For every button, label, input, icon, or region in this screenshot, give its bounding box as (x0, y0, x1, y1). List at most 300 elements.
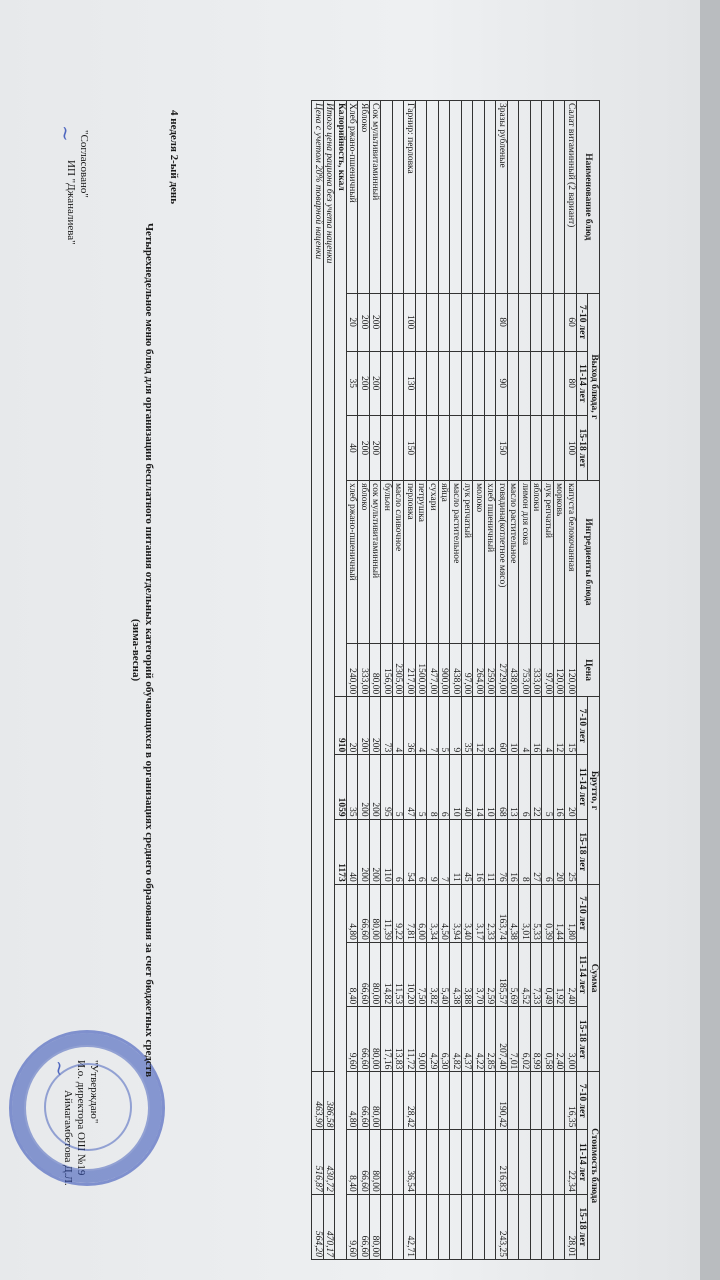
sum-value: 80,00 (370, 1007, 382, 1072)
yield-value (393, 351, 405, 415)
table-row (485, 101, 497, 1260)
price-value: 333,00 (531, 643, 543, 696)
gross-value: 7 (427, 697, 439, 755)
dish-name (473, 101, 485, 294)
gross-value: 12 (473, 697, 485, 755)
gross-value: 8 (519, 819, 531, 884)
gross-value: 5 (393, 755, 405, 819)
gross-value: 16 (473, 819, 485, 884)
total-value: 470,17 (324, 1194, 336, 1259)
yield-value (531, 351, 543, 415)
approved-label: "Утверждаю" (88, 1060, 100, 1124)
ingredient-name: сухари (427, 481, 439, 644)
agreed-block (64, 130, 90, 245)
table-row (427, 101, 439, 1260)
gross-value: 16 (531, 697, 543, 755)
table-row (473, 101, 485, 1260)
gross-value: 10 (508, 697, 520, 755)
gross-value: 16 (508, 819, 520, 884)
sum-value: 11,39 (381, 884, 393, 942)
yield-value (485, 415, 497, 480)
cost-value (508, 1194, 520, 1259)
sum-value: 3,88 (462, 942, 474, 1006)
age-header: 7-10 лет (577, 293, 589, 351)
table-row (393, 101, 405, 1260)
sum-value: 9,60 (347, 1007, 359, 1072)
yield-value (508, 415, 520, 480)
price-value: 97,00 (462, 643, 474, 696)
ingredient-name: лимон для сока (519, 481, 531, 644)
yield-value (531, 415, 543, 480)
cost-value: 28,42 (404, 1072, 416, 1130)
yield-value: 40 (347, 415, 359, 480)
yield-value (542, 293, 554, 351)
gross-value: 47 (404, 755, 416, 819)
age-header: 11-14 лет (577, 351, 589, 415)
price-value: 259,00 (485, 643, 497, 696)
cost-value (531, 1130, 543, 1194)
cost-value (439, 1194, 451, 1259)
cost-value (485, 1194, 497, 1259)
calories-value: 1059 (335, 755, 347, 819)
table-row (554, 101, 566, 1260)
table-row (508, 101, 520, 1260)
ingredient-name: масло сливочное (393, 481, 405, 644)
cost-value (393, 1130, 405, 1194)
sum-value: 4,38 (450, 942, 462, 1006)
sum-value: 9,00 (416, 1007, 428, 1072)
gross-value: 13 (508, 755, 520, 819)
cost-value (450, 1072, 462, 1130)
price-value: 477,00 (427, 643, 439, 696)
col-cost: Стоимость блюда (588, 1072, 600, 1260)
sum-value: 1,80 (565, 884, 577, 942)
gross-value: 36 (404, 697, 416, 755)
cost-value: 190,42 (496, 1072, 508, 1130)
gross-value: 4 (542, 697, 554, 755)
price-value: 438,00 (450, 643, 462, 696)
price-value: 1500,00 (416, 643, 428, 696)
sum-value: 0,58 (542, 1007, 554, 1072)
gross-value: 76 (496, 819, 508, 884)
ingredient-name: капуста белокочанная (565, 481, 577, 644)
yield-value: 80 (496, 293, 508, 351)
dish-name: Хлеб ржано-пшеничный (347, 101, 359, 294)
table-row (496, 101, 508, 1260)
sum-value: 66,60 (358, 884, 370, 942)
sum-value: 3,01 (519, 884, 531, 942)
yield-value (554, 415, 566, 480)
cost-value (393, 1072, 405, 1130)
title-text: Четырехнедельное меню блюд для организации бесплатного питания отдельных категорий обучающихся в организациях среднего образования за счет бюджетных средств (143, 222, 155, 1078)
price-value: 900,00 (439, 643, 451, 696)
cost-value: 9,60 (347, 1194, 359, 1259)
gross-value: 20 (347, 697, 359, 755)
sum-value: 9,22 (393, 884, 405, 942)
cost-value (439, 1072, 451, 1130)
ingredient-name: хлеб ржано-пшеничный (347, 481, 359, 644)
gross-value: 200 (370, 697, 382, 755)
gross-value: 4 (519, 697, 531, 755)
gross-value: 11 (485, 819, 497, 884)
dish-name: Зразы рубленые (496, 101, 508, 294)
total-value: 463,90 (312, 1072, 324, 1130)
dish-name (519, 101, 531, 294)
cost-value (519, 1072, 531, 1130)
price-value: 120,00 (554, 643, 566, 696)
sum-value: 14,82 (381, 942, 393, 1006)
gross-value: 35 (462, 697, 474, 755)
total-value: 516,87 (312, 1130, 324, 1194)
yield-value (485, 351, 497, 415)
sum-value: 10,20 (404, 942, 416, 1006)
cost-value (473, 1072, 485, 1130)
gross-value: 9 (450, 697, 462, 755)
yield-value: 20 (347, 293, 359, 351)
age-header: 15-18 лет (577, 415, 589, 480)
table-row (450, 101, 462, 1260)
cost-value (416, 1194, 428, 1259)
ingredient-name: петрушка (416, 481, 428, 644)
total-label: Цена с учетом 20% товарной наценки (312, 101, 324, 1072)
dish-name (393, 101, 405, 294)
agreed-label: "Согласовано" (78, 130, 90, 198)
ingredient-name: масло растительное (508, 481, 520, 644)
cost-value (450, 1194, 462, 1259)
dish-name (381, 101, 393, 294)
col-ingredients: Ингредиенты блюда (577, 481, 600, 644)
sum-value: 2,33 (485, 884, 497, 942)
gross-value: 22 (531, 755, 543, 819)
age-header: 11-14 лет (577, 942, 589, 1006)
gross-value: 200 (370, 819, 382, 884)
cost-value (462, 1130, 474, 1194)
sum-value: 207,40 (496, 1007, 508, 1072)
cost-value (439, 1130, 451, 1194)
dish-name (531, 101, 543, 294)
gross-value: 11 (450, 819, 462, 884)
yield-value (393, 415, 405, 480)
ingredient-name: сок мультивитаминный (370, 481, 382, 644)
sum-value: 11,72 (404, 1007, 416, 1072)
gross-value: 15 (565, 697, 577, 755)
table-row (381, 101, 393, 1260)
cost-value: 4,80 (347, 1072, 359, 1130)
yield-value (427, 351, 439, 415)
cost-value (542, 1072, 554, 1130)
sum-value: 3,70 (473, 942, 485, 1006)
yield-value: 100 (404, 293, 416, 351)
dish-name: Салат витаминный (2 вариант) (565, 101, 577, 294)
dish-name (508, 101, 520, 294)
cost-value (450, 1130, 462, 1194)
gross-value: 20 (565, 755, 577, 819)
yield-value (416, 293, 428, 351)
yield-value (542, 415, 554, 480)
cost-value (462, 1194, 474, 1259)
menu-body (347, 101, 577, 1260)
sum-value: 3,00 (565, 1007, 577, 1072)
dish-name (462, 101, 474, 294)
dish-name (450, 101, 462, 294)
gross-value: 5 (542, 755, 554, 819)
sum-value: 3,40 (462, 884, 474, 942)
gross-value: 68 (496, 755, 508, 819)
cost-value (416, 1072, 428, 1130)
table-row (565, 101, 577, 1260)
dish-name (416, 101, 428, 294)
cost-value (554, 1194, 566, 1259)
cost-value (542, 1194, 554, 1259)
total-value: 564,20 (312, 1194, 324, 1259)
price-value: 438,00 (508, 643, 520, 696)
calories-row (335, 101, 347, 1260)
calories-value: 910 (335, 697, 347, 755)
agreed-signature: ~ (54, 125, 78, 142)
cost-value (508, 1072, 520, 1130)
sum-value: 185,57 (496, 942, 508, 1006)
yield-value (554, 293, 566, 351)
sum-value: 80,00 (370, 884, 382, 942)
ingredient-name: яйца (439, 481, 451, 644)
yield-value (462, 415, 474, 480)
yield-value (416, 351, 428, 415)
agreed-org: ИП "Джаналиева" (65, 160, 77, 245)
approved-name: Аймагамбетова Д.Л. (62, 1090, 74, 1186)
yield-value (381, 351, 393, 415)
cost-value: 28,01 (565, 1194, 577, 1259)
ingredient-name: лук репчатый (462, 481, 474, 644)
sum-value: 7,01 (508, 1007, 520, 1072)
gross-value: 4 (416, 697, 428, 755)
yield-value: 80 (565, 351, 577, 415)
yield-value (462, 293, 474, 351)
yield-value (542, 351, 554, 415)
sum-value: 8,99 (531, 1007, 543, 1072)
ingredient-name: масло растительное (450, 481, 462, 644)
cost-value: 66,60 (358, 1130, 370, 1194)
yield-value (439, 415, 451, 480)
sum-value: 8,40 (347, 942, 359, 1006)
cost-value (542, 1130, 554, 1194)
age-header: 11-14 лет (577, 1130, 589, 1194)
gross-value: 35 (347, 755, 359, 819)
sum-value: 66,60 (358, 1007, 370, 1072)
cost-value (427, 1072, 439, 1130)
age-header: 15-18 лет (577, 1194, 589, 1259)
price-value: 264,00 (473, 643, 485, 696)
sum-value: 66,60 (358, 942, 370, 1006)
gross-value: 7 (439, 819, 451, 884)
sum-value: 4,82 (450, 1007, 462, 1072)
ingredient-name: говядина(котлетное мясо) (496, 481, 508, 644)
col-dish: Наименование блюд (577, 101, 600, 294)
cost-value (381, 1130, 393, 1194)
table-row (416, 101, 428, 1260)
sum-value: 3,17 (473, 884, 485, 942)
cost-value (381, 1072, 393, 1130)
cost-value (427, 1194, 439, 1259)
dish-name (554, 101, 566, 294)
cost-value (473, 1130, 485, 1194)
menu-footer (312, 101, 347, 1260)
gross-value: 200 (358, 755, 370, 819)
gross-value: 110 (381, 819, 393, 884)
approved-role: И.о. директора ОШ №19 (75, 1060, 87, 1176)
col-gross: Брутто, г (588, 697, 600, 885)
cost-value: 243,25 (496, 1194, 508, 1259)
yield-value: 150 (404, 415, 416, 480)
price-value: 80,00 (370, 643, 382, 696)
sum-value: 2,59 (485, 942, 497, 1006)
sum-value: 5,69 (508, 942, 520, 1006)
sum-value: 163,74 (496, 884, 508, 942)
sum-value: 4,22 (473, 1007, 485, 1072)
cost-value (427, 1130, 439, 1194)
sum-value: 3,34 (427, 884, 439, 942)
cost-value (485, 1072, 497, 1130)
ingredient-name: яблоко (358, 481, 370, 644)
sum-value: 2,40 (565, 942, 577, 1006)
gross-value: 25 (565, 819, 577, 884)
yield-value (473, 293, 485, 351)
sum-value: 2,40 (554, 1007, 566, 1072)
yield-value: 35 (347, 351, 359, 415)
gross-value: 95 (381, 755, 393, 819)
yield-value: 150 (496, 415, 508, 480)
yield-value (450, 415, 462, 480)
cost-value (554, 1130, 566, 1194)
age-header: 7-10 лет (577, 1072, 589, 1130)
gross-value: 8 (427, 755, 439, 819)
cost-value (416, 1130, 428, 1194)
sum-value: 7,50 (416, 942, 428, 1006)
cost-value (393, 1194, 405, 1259)
gross-value: 6 (519, 755, 531, 819)
table-row (519, 101, 531, 1260)
sum-value: 0,39 (542, 884, 554, 942)
yield-value (416, 415, 428, 480)
gross-value: 12 (554, 697, 566, 755)
gross-value: 4 (393, 697, 405, 755)
dish-name (427, 101, 439, 294)
yield-value (439, 351, 451, 415)
yield-value: 200 (358, 415, 370, 480)
gross-value: 27 (531, 819, 543, 884)
cost-value: 22,34 (565, 1130, 577, 1194)
menu-title (129, 200, 155, 1100)
sum-value: 0,49 (542, 942, 554, 1006)
ingredient-name: морковь (554, 481, 566, 644)
dish-name: Сок мультивитаминный (370, 101, 382, 294)
yield-value (531, 293, 543, 351)
yield-value: 200 (358, 293, 370, 351)
yield-value (485, 293, 497, 351)
col-price: Цена (577, 643, 600, 696)
sum-value: 4,29 (427, 1007, 439, 1072)
sum-value: 11,53 (393, 942, 405, 1006)
gross-value: 45 (462, 819, 474, 884)
sum-value: 4,52 (519, 942, 531, 1006)
ingredient-name: хлеб пшеничный (485, 481, 497, 644)
col-yield: Выход блюда, г (588, 293, 600, 481)
gross-value: 60 (496, 697, 508, 755)
calories-label: Калорийность, ккал (335, 101, 347, 697)
yield-value (554, 351, 566, 415)
dish-name: Яблоко (358, 101, 370, 294)
price-value: 217,00 (404, 643, 416, 696)
cost-value (381, 1194, 393, 1259)
sum-value: 7,81 (404, 884, 416, 942)
ingredient-name: бульон (381, 481, 393, 644)
season-text: (зима-весна) (130, 618, 142, 682)
yield-value (508, 293, 520, 351)
cost-value (531, 1194, 543, 1259)
yield-value (427, 293, 439, 351)
cost-value: 42,71 (404, 1194, 416, 1259)
yield-value (427, 415, 439, 480)
sum-value: 2,85 (485, 1007, 497, 1072)
sum-value: 3,82 (427, 942, 439, 1006)
cost-value (462, 1072, 474, 1130)
table-row (531, 101, 543, 1260)
price-value: 333,00 (358, 643, 370, 696)
table-row (542, 101, 554, 1260)
gross-value: 40 (462, 755, 474, 819)
yield-value (508, 351, 520, 415)
price-value: 2729,00 (496, 643, 508, 696)
dish-name: Гарнир: перловка (404, 101, 416, 294)
sum-value: 4,37 (462, 1007, 474, 1072)
sum-value: 6,02 (519, 1007, 531, 1072)
yield-value (381, 415, 393, 480)
sum-value: 4,38 (508, 884, 520, 942)
gross-value: 200 (370, 755, 382, 819)
menu-table (312, 100, 601, 1260)
cost-value (485, 1130, 497, 1194)
price-value: 156,00 (381, 643, 393, 696)
gross-value: 9 (485, 697, 497, 755)
cost-value: 8,40 (347, 1130, 359, 1194)
sum-value: 4,50 (439, 884, 451, 942)
yield-value (393, 293, 405, 351)
cost-value (519, 1194, 531, 1259)
gross-value: 16 (554, 755, 566, 819)
cost-value: 66,60 (358, 1072, 370, 1130)
total-value: 430,72 (324, 1130, 336, 1194)
gross-value: 10 (450, 755, 462, 819)
price-value: 97,00 (542, 643, 554, 696)
ingredient-name: молоко (473, 481, 485, 644)
sum-value: 5,33 (531, 884, 543, 942)
sum-value: 3,94 (450, 884, 462, 942)
ingredient-name: перловка (404, 481, 416, 644)
yield-value (519, 415, 531, 480)
ingredient-name: яблоки (531, 481, 543, 644)
table-row (370, 101, 382, 1260)
cost-value: 80,00 (370, 1130, 382, 1194)
yield-value (473, 351, 485, 415)
gross-value: 73 (381, 697, 393, 755)
cost-value (519, 1130, 531, 1194)
sum-value: 4,80 (347, 884, 359, 942)
gross-value: 10 (485, 755, 497, 819)
table-row (462, 101, 474, 1260)
cost-value: 16,35 (565, 1072, 577, 1130)
table-row (404, 101, 416, 1260)
price-value: 753,00 (519, 643, 531, 696)
yield-value: 60 (565, 293, 577, 351)
